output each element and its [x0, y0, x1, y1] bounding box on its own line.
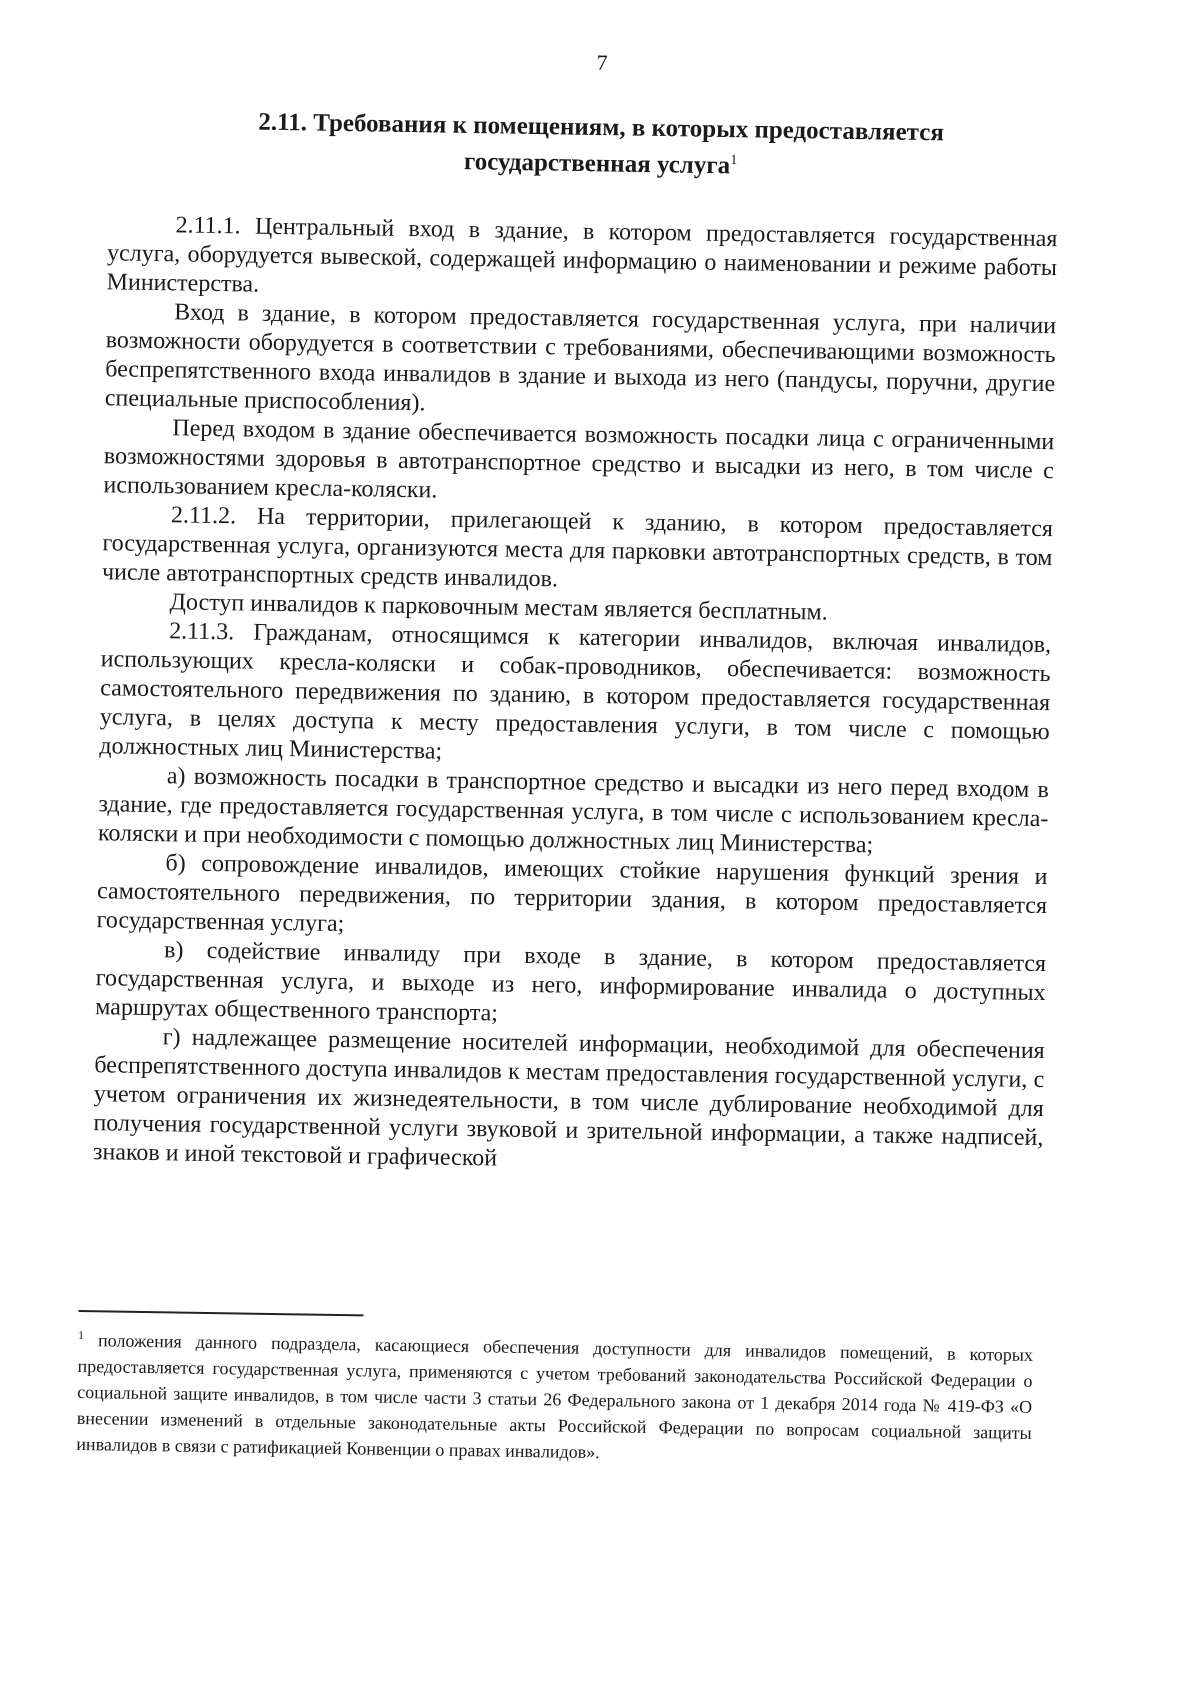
paragraph-boarding-before-entrance: Перед входом в здание обеспечивается возможность посадки лица с ограниченными возможностями здоровья в автотранспортное средство и высадки из него, в том числе с использованием кресла-коляски.: [103, 415, 1055, 504]
body-text: [93, 210, 1058, 1182]
footnote-reference-mark: 1: [730, 153, 738, 169]
footnote-divider: [78, 1310, 363, 1316]
list-item-a: а) возможность посадки в транспортное средство и высадки из него перед входом в здание, где предоставляется государственная услуга, в том числе с использованием кресла-коляски и при необходимости с помощью должностных лиц Министерства;: [97, 763, 1049, 859]
paragraph-free-parking: Доступ инвалидов к парковочным местам является бесплатным.: [169, 589, 828, 626]
section-title-line-1: 2.11. Требования к помещениям, в которых предоставляется: [258, 108, 945, 147]
footnote-mark: 1: [77, 1327, 85, 1343]
footnote: [76, 1322, 1033, 1472]
list-item-g: г) надлежащее размещение носителей информации, необходимой для обеспечения беспрепятственного доступа инвалидов к местам предоставления государственной услуги, с учетом ограничения их жизнедеятельности, в том числе дублирование необходимой для получения государственной услуги звуковой и зрительной информации, а также надписей, знаков и иной текстовой и графической: [92, 1024, 1045, 1172]
paragraph-entrance-equipment: Вход в здание, в котором предоставляется государственная услуга, при наличии возможности оборудуется в соответствии с требованиями, обеспечивающими возможность беспрепятственного входа инвалидов в здание и выхода из него (пандусы, поручни, другие специальные приспособления).: [104, 299, 1057, 417]
section-title-text: государственная услуга: [463, 148, 731, 180]
footnote-text: положения данного подраздела, касающиеся обеспечения доступности для инвалидов помещений, в которых предоставляется государственная услуга, применяются с учетом требований законодательства Российской Федерации о социальной защите инвалидов, в том числе части 3 статьи 26 Федерального закона от 1 декабря 2014 года № 419-ФЗ «О внесении изменений в отдельные законодательные акты Российской Федерации по вопросам социальной защиты инвалидов в связи с ратификацией Конвенции о правах инвалидов».: [76, 1330, 1034, 1463]
paragraph-2-11-2: 2.11.2. На территории, прилегающей к зданию, в котором предоставляется государственная услуга, организуются места для парковки автотранспортных средств, в том числе автотранспортных средств инвалидов.: [101, 502, 1054, 593]
paragraph-2-11-1: 2.11.1. Центральный вход в здание, в котором предоставляется государственная услуга, оборудуется вывеской, содержащей информацию о наименовании и режиме работы Министерства.: [106, 212, 1058, 298]
section-heading: [150, 105, 1051, 186]
paragraph-2-11-3: 2.11.3. Гражданам, относящимся к категории инвалидов, включая инвалидов, использующих кресла-коляски и собак-проводников, обеспечивается: возможность самостоятельного передвижения по зданию, в котором предоставляется государственная услуга, в целях доступа к месту предоставления услуги, в том числе с помощью должностных лиц Министерства;: [99, 618, 1052, 765]
list-item-v: в) содействие инвалиду при входе в здание, в котором предоставляется государственная услуга, и выходе из него, информирование инвалида о доступных маршрутах общественного транспорта;: [95, 937, 1047, 1027]
page-number: 7: [596, 49, 608, 76]
list-item-b: б) сопровождение инвалидов, имеющих стойкие нарушения функций зрения и самостоятельного передвижения, по территории здания, в котором предоставляется государственная услуга;: [96, 850, 1048, 938]
